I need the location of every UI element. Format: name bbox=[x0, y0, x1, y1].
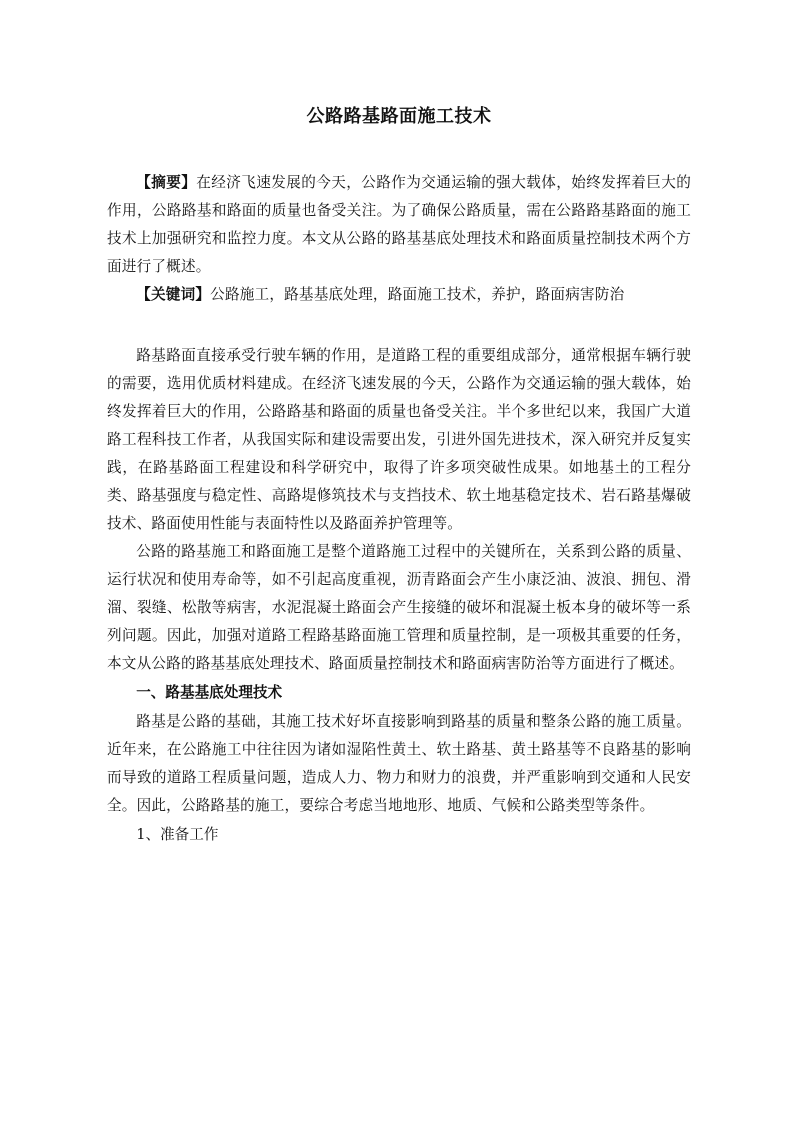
document-title: 公路路基路面施工技术 bbox=[306, 106, 492, 127]
body-paragraph-1: 路基路面直接承受行驶车辆的作用，是道路工程的重要组成部分，通常根据车辆行驶的需要，选用优质材料建成。在经济飞速发展的今天，公路作为交通运输的强大载体，始终发挥着巨大的作用，公路路基和路面的质量也备受关注。半个多世纪以来，我国广大道路工程科技工作者，从我国实际和建设需要出发，引进外国先进技术，深入研究并反复实践，在路基路面工程建设和科学研究中，取得了许多项突破性成果。如地基土的工程分类、路基强度与稳定性、高路堤修筑技术与支挡技术、软土地基稳定技术、岩石路基爆破技术、路面使用性能与表面特性以及路面养护管理等。 bbox=[107, 347, 691, 532]
keywords-label: 【关键词】 bbox=[136, 286, 211, 303]
subsection-heading-1: 1、准备工作 bbox=[136, 826, 219, 843]
section-heading-1: 一、路基基底处理技术 bbox=[136, 684, 283, 701]
section-1-paragraph: 路基是公路的基础，其施工技术好坏直接影响到路基的质量和整条公路的施工质量。近年来，在公路施工中往往因为诸如湿陷性黄土、软土路基、黄土路基等不良路基的影响而导致的道路工程质量问题，造成人力、物力和财力的浪费，并严重影响到交通和人民安全。因此，公路路基的施工，要综合考虑当地地形、地质、气候和公路类型等条件。 bbox=[107, 713, 691, 814]
body-paragraph-2: 公路的路基施工和路面施工是整个道路施工过程中的关键所在，关系到公路的质量、运行状况和使用寿命等，如不引起高度重视，沥青路面会产生小康泛油、波浪、拥包、滑溜、裂缝、松散等病害，水泥混凝土路面会产生接缝的破坏和混凝土板本身的破坏等一系列问题。因此，加强对道路工程路基路面施工管理和质量控制，是一项极其重要的任务，本文从公路的路基基底处理技术、路面质量控制技术和路面病害防治等方面进行了概述。 bbox=[107, 543, 691, 672]
section-gap bbox=[107, 309, 691, 342]
keywords-paragraph bbox=[107, 281, 691, 309]
keywords-text: 公路施工，路基基底处理，路面施工技术，养护，路面病害防治 bbox=[210, 286, 625, 303]
abstract-paragraph bbox=[107, 169, 691, 281]
abstract-text: 在经济飞速发展的今天，公路作为交通运输的强大载体，始终发挥着巨大的作用，公路路基和路面的质量也备受关注。为了确保公路质量，需在公路路基路面的施工技术上加强研究和监控力度。本文从公路的路基基底处理技术和路面质量控制技术两个方面进行了概述。 bbox=[107, 174, 691, 275]
document-page bbox=[107, 104, 691, 850]
abstract-label: 【摘要】 bbox=[136, 174, 197, 191]
